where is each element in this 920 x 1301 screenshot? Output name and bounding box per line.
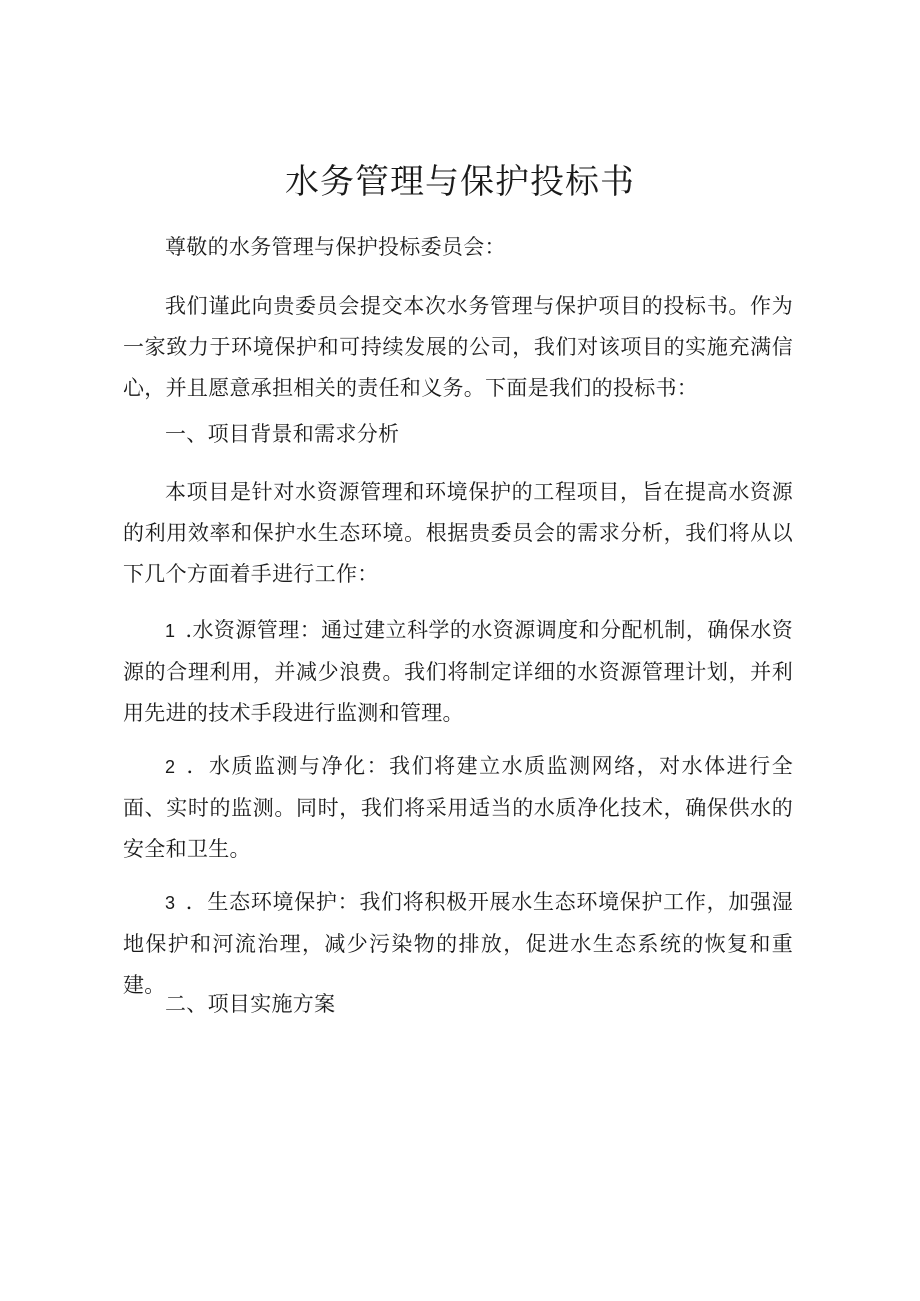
section-2-heading: 二、项目实施方案 <box>165 992 336 1016</box>
section-1-body: 本项目是针对水资源管理和环境保护的工程项目，旨在提高水资源的利用效率和保护水生态环境。根据贵委员会的需求分析，我们将从以下几个方面着手进行工作： <box>123 480 793 586</box>
intro-paragraph: 我们谨此向贵委员会提交本次水务管理与保护项目的投标书。作为一家致力于环境保护和可持续发展的公司，我们对该项目的实施充满信心，并且愿意承担相关的责任和义务。下面是我们的投标书： <box>123 294 793 400</box>
list-item-text: ．生态环境保护：我们将积极开展水生态环境保护工作，加强湿地保护和河流治理，减少污染物的排放，促进水生态系统的恢复和重建。 <box>123 890 793 997</box>
list-item-number: 1 <box>165 621 176 641</box>
list-item-2 <box>123 746 793 870</box>
list-item-number: 3 <box>165 893 176 913</box>
document-title: 水务管理与保护投标书 <box>285 162 635 202</box>
list-item-text: .水资源管理：通过建立科学的水资源调度和分配机制，确保水资源的合理利用，并减少浪费。我们将制定详细的水资源管理计划，并利用先进的技术手段进行监测和管理。 <box>123 618 793 725</box>
section-1-heading: 一、项目背景和需求分析 <box>165 422 400 446</box>
list-item-text: ．水质监测与净化：我们将建立水质监测网络，对水体进行全面、实时的监测。同时，我们将采用适当的水质净化技术，确保供水的安全和卫生。 <box>123 754 793 861</box>
list-item-1 <box>123 610 793 734</box>
salutation: 尊敬的水务管理与保护投标委员会： <box>165 235 506 259</box>
list-item-number: 2 <box>165 757 176 777</box>
